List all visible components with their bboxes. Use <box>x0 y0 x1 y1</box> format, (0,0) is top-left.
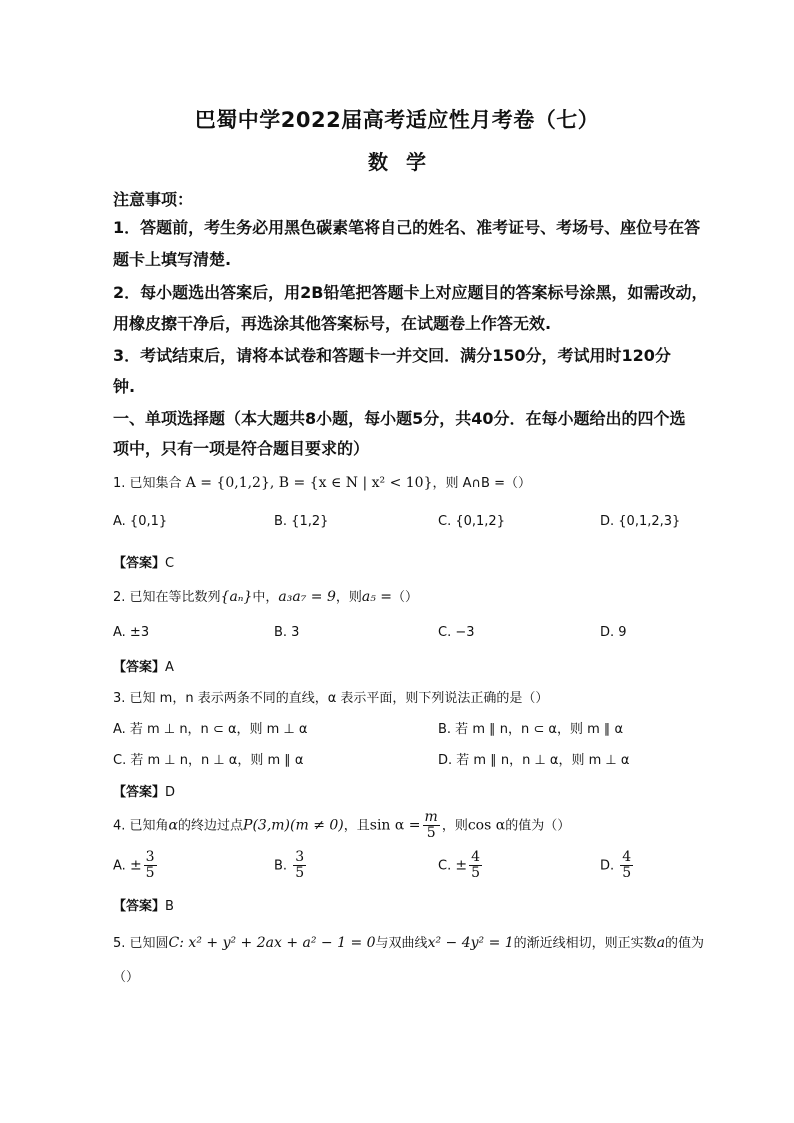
question-4-option-a: A. ± $\frac{3}{5}$ <box>113 849 155 882</box>
question-3-option-a: A. 若 m ⊥ n，n ⊂ α，则 m ⊥ α <box>113 722 308 737</box>
question-4-answer: 【答案】B <box>113 899 174 914</box>
question-2-option-d: D. 9 <box>600 625 627 640</box>
question-4-option-b: B. $\frac{3}{5}$ <box>274 849 305 882</box>
notice-item-1b: 题卡上填写清楚. <box>113 250 232 269</box>
question-1-option-a: A. {0,1} <box>113 514 168 529</box>
question-4-option-d: D. $\frac{4}{5}$ <box>600 849 632 882</box>
question-1-stem: 1. 已知集合 A = {0,1,2}, B = {x ∈ N | x² < 10}，则 A∩B =（） <box>113 475 531 491</box>
question-4-stem: 4. 已知角α的终边过点P(3,m)(m ≠ 0)，且sin α = $\frac{m}{5}$ ，则cos α的值为（） <box>113 809 571 842</box>
question-1-option-b: B. {1,2} <box>274 514 329 529</box>
question-4-option-c: C. ± $\frac{4}{5}$ <box>438 849 481 882</box>
section1-heading-a: 一、单项选择题（本大题共8小题，每小题5分，共40分．在每小题给出的四个选 <box>113 409 686 428</box>
notice-item-2a: 2．每小题选出答案后，用2B铅笔把答题卡上对应题目的答案标号涂黑，如需改动， <box>113 283 708 302</box>
question-2-option-c: C. −3 <box>438 625 475 640</box>
question-2-option-b: B. 3 <box>274 625 300 640</box>
question-2-stem: 2. 已知在等比数列{aₙ}中，a₃a₇ = 9，则a₅ =（） <box>113 589 419 605</box>
notice-item-3b: 钟. <box>113 377 136 396</box>
notice-item-3a: 3．考试结束后，请将本试卷和答题卡一并交回．满分150分，考试用时120分 <box>113 346 671 365</box>
question-1-answer: 【答案】C <box>113 556 175 571</box>
notice-heading: 注意事项： <box>113 190 194 209</box>
question-4-fraction: $\frac{m}{5}$ <box>424 809 438 842</box>
question-5-paren: （） <box>113 970 140 985</box>
notice-item-1a: 1．答题前，考生务必用黑色碳素笔将自己的姓名、准考证号、考场号、座位号在答 <box>113 218 701 237</box>
notice-item-2b: 用橡皮擦干净后，再选涂其他答案标号，在试题卷上作答无效. <box>113 314 552 333</box>
question-2-answer: 【答案】A <box>113 660 174 675</box>
question-1-math: A = {0,1,2}, B = {x ∈ N | x² < 10} <box>185 475 433 491</box>
question-3-option-d: D. 若 m ∥ n，n ⊥ α，则 m ⊥ α <box>438 753 630 768</box>
section1-heading-b: 项中，只有一项是符合题目要求的） <box>113 439 370 458</box>
question-5-stem: 5. 已知圆C: x² + y² + 2ax + a² − 1 = 0与双曲线x² − 4y² = 1的渐近线相切，则正实数a的值为 <box>113 935 705 951</box>
question-3-answer: 【答案】D <box>113 785 176 800</box>
question-1-option-c: C. {0,1,2} <box>438 514 505 529</box>
question-3-stem: 3. 已知 m，n 表示两条不同的直线，α 表示平面，则下列说法正确的是（） <box>113 691 549 706</box>
question-1-option-d: D. {0,1,2,3} <box>600 514 681 529</box>
exam-title: 巴蜀中学2022届高考适应性月考卷（七） <box>194 108 600 132</box>
question-3-option-c: C. 若 m ⊥ n，n ⊥ α，则 m ∥ α <box>113 753 304 768</box>
question-3-option-b: B. 若 m ∥ n，n ⊂ α，则 m ∥ α <box>438 722 624 737</box>
question-2-option-a: A. ±3 <box>113 625 150 640</box>
subject-title: 数学 <box>368 150 444 174</box>
